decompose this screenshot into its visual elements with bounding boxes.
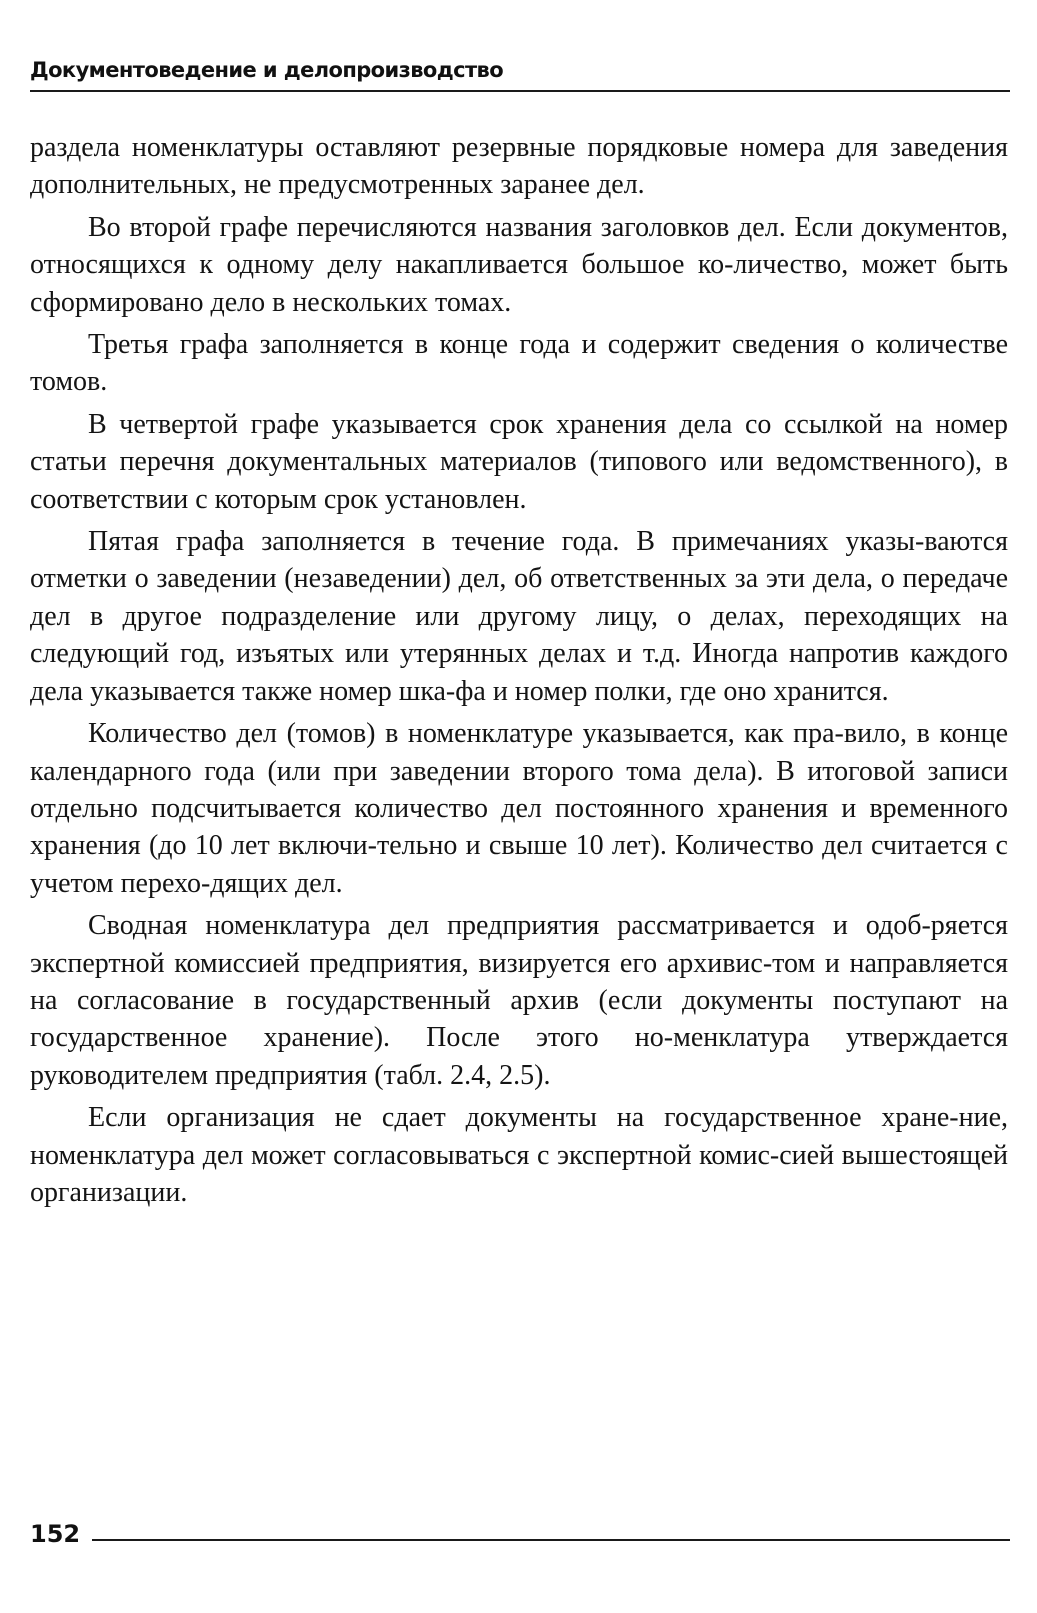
paragraph: Пятая графа заполняется в течение года. В примечаниях указы-ваются отметки о заведении (незаведении) дел, об ответственных за эти дела, о передаче дел в другое подразделение или другому лицу, о делах, переходящих на следующий год, изъятых или утерянных делах и т.д. Иногда напротив каждого дела указывается также номер шка-фа и номер полки, где оно хранится. — [30, 526, 1008, 707]
paragraph: В четвертой графе указывается срок хранения дела со ссылкой на номер статьи перечня документальных материалов (типового или ведомственного), в соответствии с которым срок установлен. — [30, 408, 1008, 515]
page-footer — [30, 1520, 1010, 1560]
page-number: 152 — [30, 1520, 81, 1548]
paragraph: Третья графа заполняется в конце года и содержит сведения о количестве томов. — [30, 329, 1008, 398]
paragraph: Если организация не сдает документы на государственное хране-ние, номенклатура дел может согласовываться с экспертной комис-сией вышестоящей организации. — [30, 1102, 1008, 1208]
body-text — [30, 129, 1008, 1211]
header-rule — [30, 90, 1010, 92]
footer-rule — [92, 1539, 1010, 1541]
running-header: Документоведение и делопроизводство — [30, 58, 504, 82]
paragraph: Во второй графе перечисляются названия заголовков дел. Если документов, относящихся к одному делу накапливается большое ко-личество, может быть сформировано дело в нескольких томах. — [30, 211, 1008, 318]
paragraph: Сводная номенклатура дел предприятия рассматривается и одоб-ряется экспертной комиссией предприятия, визируется его архивис-том и направляется на согласование в государственный архив (если документы поступают на государственное хранение). После этого но-менклатура утверждается руководителем предприятия (табл. 2.4, 2.5). — [30, 910, 1008, 1091]
paragraph: Количество дел (томов) в номенклатуре указывается, как пра-вило, в конце календарного года (или при заведении второго тома дела). В итоговой записи отдельно подсчитывается количество дел постоянного хранения и временного хранения (до 10 лет включи-тельно и свыше 10 лет). Количество дел считается с учетом перехо-дящих дел. — [30, 718, 1008, 899]
paragraph-continuation: раздела номенклатуры оставляют резервные порядковые номера для заведения дополнительных, не предусмотренных заранее дел. — [30, 132, 1008, 201]
